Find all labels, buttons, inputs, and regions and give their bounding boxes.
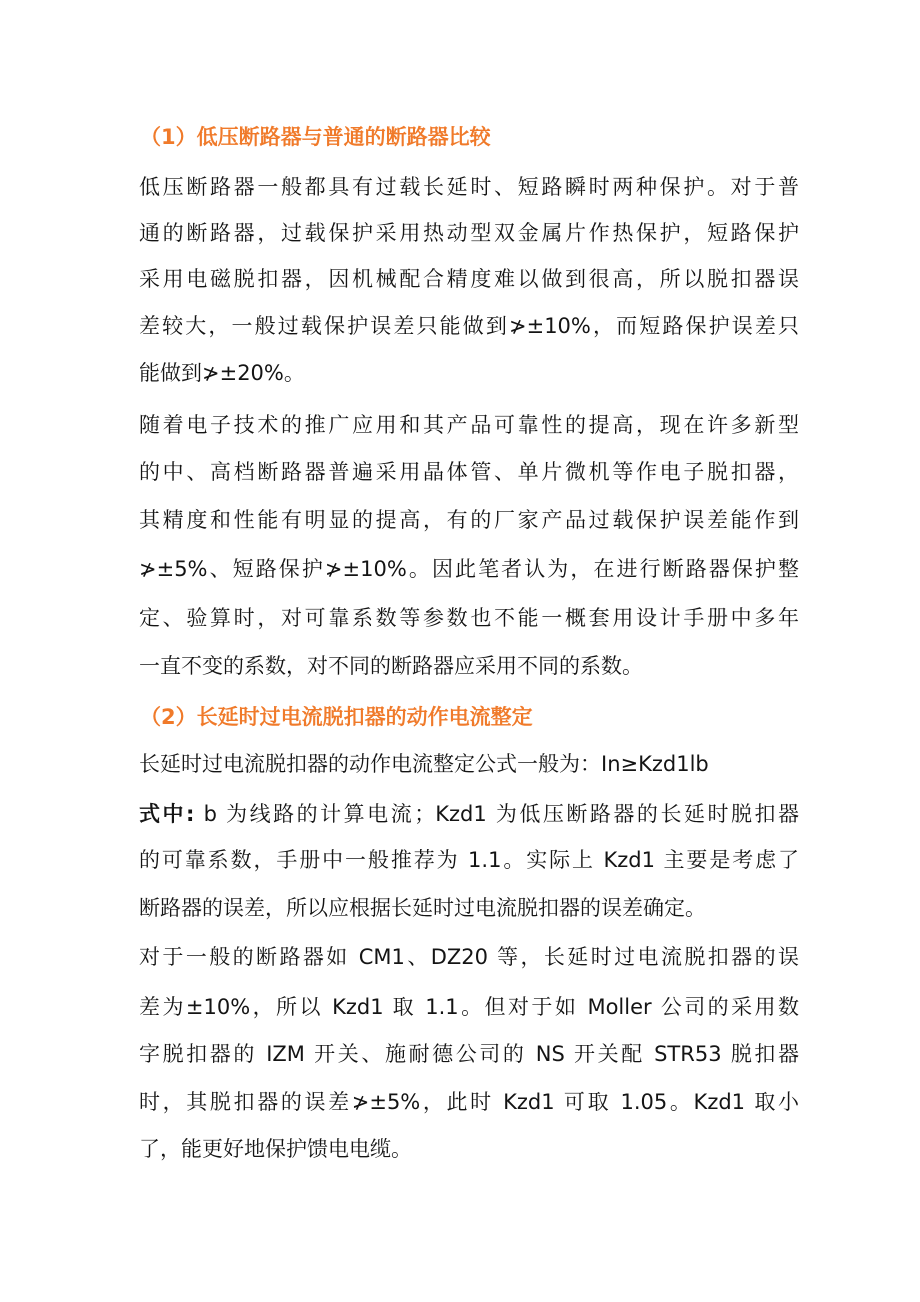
paragraph-2-line-3: 其精度和性能有明显的提高，有的厂家产品过载保护误差能作到 (139, 508, 799, 532)
where-label: 式中: (139, 802, 195, 826)
paragraph-3-line-5: 了，能更好地保护馈电电缆。 (139, 1137, 412, 1161)
paragraph-2-line-5: 定、验算时，对可靠系数等参数也不能一概套用设计手册中多年 (139, 606, 799, 630)
paragraph-1-line-3: 采用电磁脱扣器，因机械配合精度难以做到很高，所以脱扣器误 (139, 267, 799, 291)
paragraph-3-line-1: 对于一般的断路器如 CM1、DZ20 等，长延时过电流脱扣器的误 (139, 945, 799, 969)
paragraph-1-line-5: 能做到≯±20%。 (139, 361, 305, 385)
section-1-heading: （1）低压断路器与普通的断路器比较 (140, 125, 491, 149)
formula-line: 长延时过电流脱扣器的动作电流整定公式一般为：In≥Kzd1lb (139, 752, 709, 776)
paragraph-2-line-6: 一直不变的系数，对不同的断路器应采用不同的系数。 (139, 654, 643, 678)
where-line-2: 的可靠系数，手册中一般推荐为 1.1。实际上 Kzd1 主要是考虑了 (139, 848, 799, 872)
paragraph-1-line-2: 通的断路器，过载保护采用热动型双金属片作热保护，短路保护 (139, 221, 799, 245)
paragraph-3-line-4: 时，其脱扣器的误差≯±5%，此时 Kzd1 可取 1.05。Kzd1 取小 (139, 1090, 799, 1114)
paragraph-3-line-3: 字脱扣器的 IZM 开关、施耐德公司的 NS 开关配 STR53 脱扣器 (139, 1042, 799, 1066)
paragraph-2-line-1: 随着电子技术的推广应用和其产品可靠性的提高，现在许多新型 (139, 413, 799, 437)
paragraph-2-line-4: ≯±5%、短路保护≯±10%。因此笔者认为，在进行断路器保护整 (139, 557, 799, 581)
where-line-1 (139, 797, 799, 831)
paragraph-1-line-1: 低压断路器一般都具有过载长延时、短路瞬时两种保护。对于普 (139, 175, 799, 199)
paragraph-3-line-2: 差为±10%，所以 Kzd1 取 1.1。但对于如 Moller 公司的采用数 (139, 995, 799, 1019)
section-2-heading: （2）长延时过电流脱扣器的动作电流整定 (140, 705, 533, 729)
where-line-3: 断路器的误差，所以应根据长延时过电流脱扣器的误差确定。 (139, 896, 706, 920)
where-line-1-text: b 为线路的计算电流；Kzd1 为低压断路器的长延时脱扣器 (194, 802, 799, 826)
paragraph-1-line-4: 差较大，一般过载保护误差只能做到≯±10%，而短路保护误差只 (139, 314, 799, 338)
paragraph-2-line-2: 的中、高档断路器普遍采用晶体管、单片微机等作电子脱扣器， (139, 460, 799, 484)
